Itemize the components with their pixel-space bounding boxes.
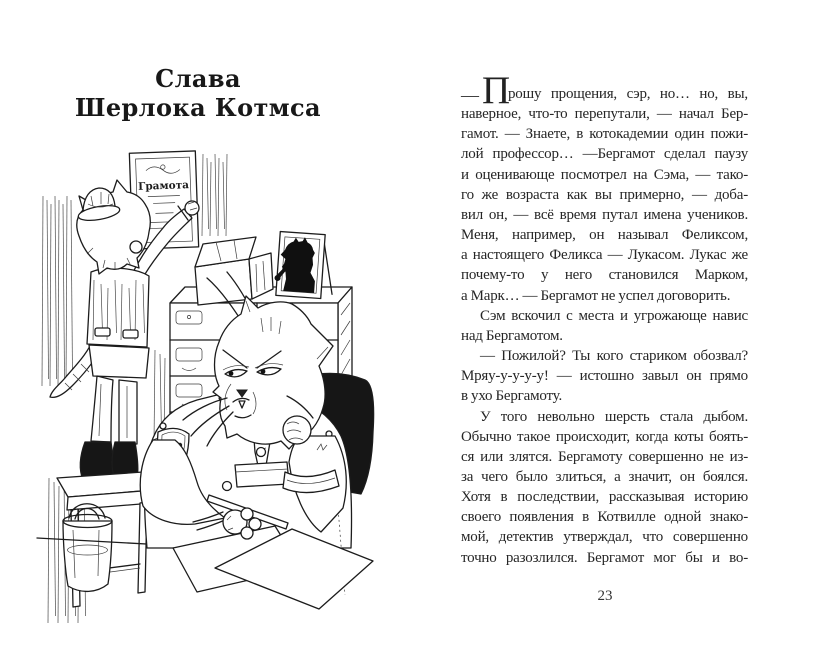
chapter-illustration [35,140,385,635]
young-cat-leg-right [119,380,137,444]
dialogue-dash: — [461,85,479,105]
chapter-title-line1: Слава [155,64,241,93]
young-cat-hips [89,345,149,378]
body-text [461,69,748,568]
young-cat-paw2 [130,241,142,253]
text-line: лой профессор… —Бергамот сделал паузу [461,146,748,163]
text-line: рошу прощения, сэр, но… но, вы, [508,86,748,102]
text-line: Хотя в последствии, рассказывая историю [461,489,748,506]
text-line: Обычно такое происходит, когда коты боять- [461,428,748,445]
text-line: мой, детектив утверждал, что совершенно [461,529,748,546]
text-line: — Пожилой? Ты кого стариком обозвал? [480,348,748,365]
text-line: ся или злятся. Бергамоту совершенно не из- [461,448,748,465]
text-line: а Марк… — Бергамот не успел договорить. [461,287,731,304]
page-number: 23 [597,588,613,604]
wall-hatch-right-of-certificate [202,154,227,236]
text-line: над Бергамотом. [461,327,563,344]
chest-pocket [235,462,289,487]
text-line: Мряу-у-у-у-у! — истошно завыл он прямо [461,368,748,385]
text-line: своего появления в Котвилле одной знако- [461,509,748,526]
young-cat-leg-left [91,376,113,442]
text-line: Сэм вскочил с места и угрожающе навис [480,307,748,324]
text-line: точно разозлился. Бергамот мог бы и во- [461,549,748,566]
box-on-cabinet [195,237,273,305]
wall-hatch-left [42,196,73,386]
text-line: наверное, что-то перепутали, — начал Бер- [461,106,748,123]
fist [283,416,311,444]
text-line: за чего было злиться, а значит, он боялся. [461,468,748,485]
glass-jar [63,504,112,592]
text-line: вил он, — всё время путал имена учеников. [461,206,748,223]
text-line: У того невольно шерсть стала дыбом. [480,408,748,425]
chapter-title-line2: Шерлока Котмса [75,93,321,122]
drop-cap: П [482,69,510,112]
text-line: почему-то у него становился Марком, [461,267,748,284]
certificate-title-text: Грамота [137,179,190,193]
text-line: гамот. — Знаете, в котокадемии один пожи- [461,126,748,143]
text-line: го же возраста как вы примерно, — доба- [461,186,748,203]
chapter-title [37,64,359,122]
text-line: а настоящего Феликса — Лукасом. Лукас же [461,247,748,264]
text-line: Меня, например, он называл Феликсом, [461,227,748,244]
text-line: и оценивающе посмотрел на Сэма, — тако- [461,166,748,183]
text-line: в ухо Бергамоту. [461,388,562,405]
